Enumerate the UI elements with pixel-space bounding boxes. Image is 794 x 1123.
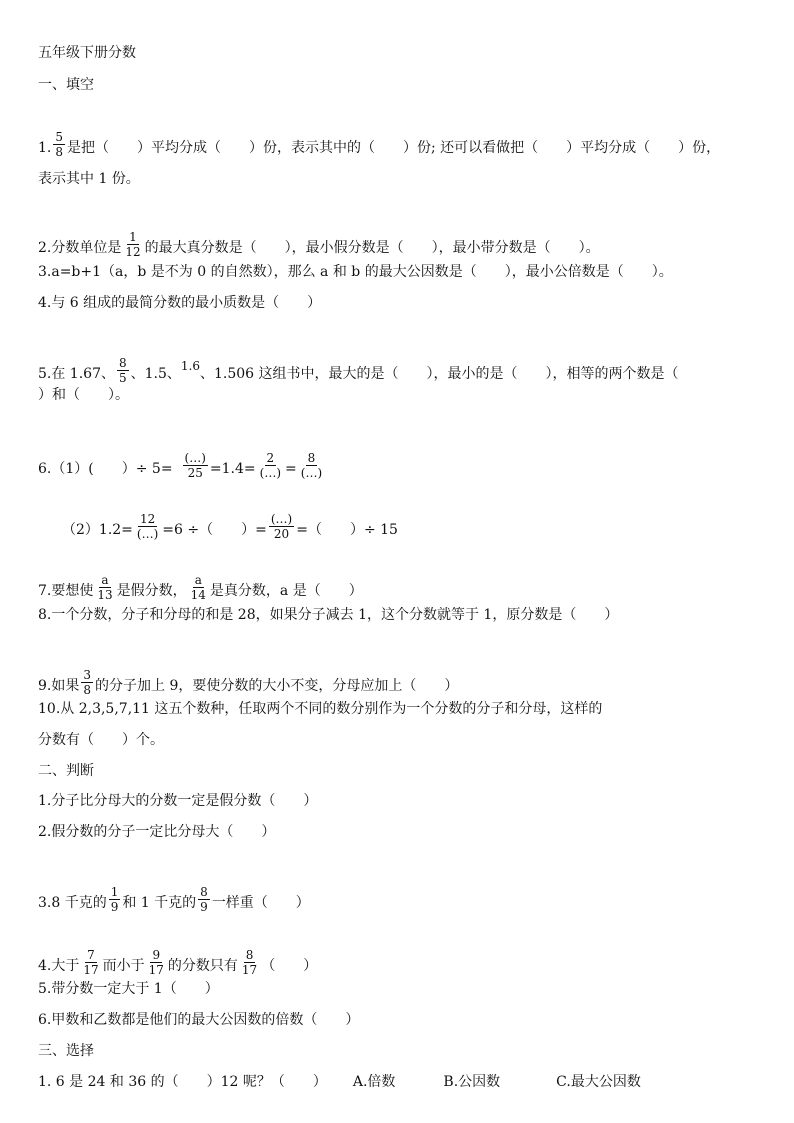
c1-option-a: A.倍数 [352, 1074, 396, 1090]
j3-tail: 一样重（ ） [211, 895, 310, 911]
q6a-fraction-3 [299, 451, 324, 480]
question-1-line2: 表示其中 1 份。 [38, 171, 140, 187]
q5-denominator: 5 [118, 371, 127, 385]
q7-f1-numerator: a [101, 573, 109, 587]
j3-fraction-1 [109, 885, 121, 914]
q6b-f2-denominator: 20 [273, 527, 290, 541]
q6b-f1-denominator: (…) [136, 527, 159, 541]
q6a-equals: = [285, 461, 297, 477]
q5-raised-number: 1.6 [180, 359, 200, 373]
j3-f1-denominator: 9 [110, 900, 119, 914]
question-1 [38, 128, 720, 157]
c1-text: 1. 6 是 24 和 36 的（ ）12 呢？（ ） [38, 1074, 327, 1090]
q6b-prefix: （2）1.2= [62, 522, 133, 538]
q6a-fraction-2 [258, 451, 283, 480]
j4-fraction-3 [240, 948, 259, 977]
doc-title: 五年级下册分数 [38, 45, 136, 61]
q6a-f2-denominator: (…) [259, 466, 282, 480]
q6a-f2-numerator: 2 [266, 451, 275, 465]
j4-fraction-2 [147, 948, 166, 977]
question-6b [62, 510, 398, 539]
q6b-f2-numerator: (…) [270, 512, 293, 526]
judge-3 [38, 883, 310, 912]
j4-mid2: 的分数只有 [167, 958, 238, 974]
q2-fraction [123, 230, 142, 259]
question-10-line2: 分数有（ ）个。 [38, 732, 164, 748]
question-9 [38, 666, 458, 695]
j4-mid: 而小于 [102, 958, 145, 974]
j3-f2-denominator: 9 [200, 900, 208, 914]
q1-prefix: 1. [38, 140, 52, 156]
q1-text: 是把（ ）平均分成（ ）份，表示其中的（ ）份; 还可以看做把（ ）平均分成（ ）份， [67, 140, 721, 156]
j3-f1-numerator: 1 [110, 885, 119, 899]
j3-f2-numerator: 8 [200, 885, 208, 899]
judge-5: 5.带分数一定大于 1（ ） [38, 981, 219, 997]
q5-prefix: 5.在 1.67、 [38, 366, 115, 382]
q2-prefix: 2.分数单位是 [38, 240, 122, 256]
q5-fraction [117, 356, 129, 385]
q6a-f3-numerator: 8 [307, 451, 316, 465]
q1-numerator: 5 [55, 130, 63, 144]
q2-denominator: 12 [125, 245, 141, 259]
j4-f3-numerator: 8 [245, 948, 254, 962]
q6a-fraction-1 [183, 451, 208, 480]
j4-f2-numerator: 9 [152, 948, 161, 962]
j4-prefix: 4.大于 [38, 958, 80, 974]
j4-f3-denominator: 17 [241, 963, 258, 977]
q2-text: 的最大真分数是（ ），最小假分数是（ ），最小带分数是（ ）。 [144, 240, 600, 256]
q6b-fraction-2 [269, 512, 294, 541]
q7-prefix: 7.要想使 [38, 583, 94, 599]
q2-numerator: 1 [129, 230, 137, 244]
q1-denominator: 8 [55, 145, 63, 159]
q9-prefix: 9.如果 [38, 678, 80, 694]
j3-fraction-2 [198, 885, 210, 914]
judge-2: 2.假分数的分子一定比分母大（ ） [38, 824, 276, 840]
j3-mid: 和 1 千克的 [122, 895, 197, 911]
j4-fraction-1 [81, 948, 100, 977]
j3-prefix: 3.8 千克的 [38, 895, 107, 911]
q9-fraction [81, 668, 93, 697]
q6b-tail: =（ ）÷ 15 [296, 522, 398, 538]
question-10: 10.从 2,3,5,7,11 这五个数种，任取两个不同的数分别作为一个分数的分子和分母，这样的 [38, 701, 603, 717]
q9-tail: 的分子加上 9，要使分数的大小不变，分母应加上（ ） [95, 678, 459, 694]
question-8: 8.一个分数，分子和分母的和是 28，如果分子减去 1，这个分数就等于 1，原分数是（ ） [38, 607, 619, 623]
q7-tail: 是真分数，a 是（ ） [209, 583, 363, 599]
c1-option-c: C.最大公因数 [556, 1074, 641, 1090]
q7-fraction-2 [189, 573, 208, 602]
judge-4 [38, 946, 317, 975]
question-4: 4.与 6 组成的最简分数的最小质数是（ ） [38, 295, 322, 311]
q6a-f1-numerator: (…) [184, 451, 206, 465]
question-2 [38, 228, 600, 257]
q7-mid: 是假分数， [116, 583, 187, 599]
section-judge: 二、判断 [38, 763, 94, 779]
q5-mid1: 、1.5、 [130, 366, 181, 382]
q6b-mid: =6 ÷（ ）= [162, 522, 267, 538]
question-3: 3.a=b+1（a，b 是不为 0 的自然数），那么 a 和 b 的最大公因数是（ ），最小公倍数是（ ）。 [38, 264, 673, 280]
q5-numerator: 8 [118, 356, 127, 370]
q7-f2-denominator: 14 [190, 588, 206, 602]
q6b-fraction-1 [135, 512, 160, 541]
q9-numerator: 3 [83, 668, 91, 682]
section-fill-in: 一、填空 [38, 77, 94, 93]
choice-1 [38, 1073, 641, 1091]
q5-mid2: 、1.506 这组书中，最大的是（ ），最小的是（ ），相等的两个数是（ [199, 366, 679, 382]
c1-option-b: B.公因数 [443, 1074, 501, 1090]
j4-tail: （ ） [261, 958, 318, 974]
section-choice: 三、选择 [38, 1043, 94, 1059]
j4-f1-denominator: 17 [83, 963, 99, 977]
q7-fraction-1 [95, 573, 114, 602]
q6a-f1-denominator: 25 [187, 466, 203, 480]
q6a-mid: =1.4= [209, 461, 256, 477]
question-5-line2: ）和（ ）。 [38, 387, 129, 403]
q7-f2-numerator: a [194, 573, 202, 587]
q9-denominator: 8 [83, 683, 91, 697]
q6a-prefix: 6.（1）( ）÷ 5= [38, 461, 173, 477]
q7-f1-denominator: 13 [97, 588, 113, 602]
q6a-f3-denominator: (…) [300, 466, 323, 480]
judge-1: 1.分子比分母大的分数一定是假分数（ ） [38, 793, 318, 809]
q1-fraction [53, 130, 65, 159]
question-7 [38, 571, 363, 600]
q6b-f1-numerator: 12 [139, 512, 156, 526]
j4-f1-numerator: 7 [87, 948, 95, 962]
question-6a [38, 449, 326, 478]
judge-6: 6.甲数和乙数都是他们的最大公因数的倍数（ ） [38, 1012, 360, 1028]
question-5 [38, 354, 679, 383]
j4-f2-denominator: 17 [148, 963, 164, 977]
